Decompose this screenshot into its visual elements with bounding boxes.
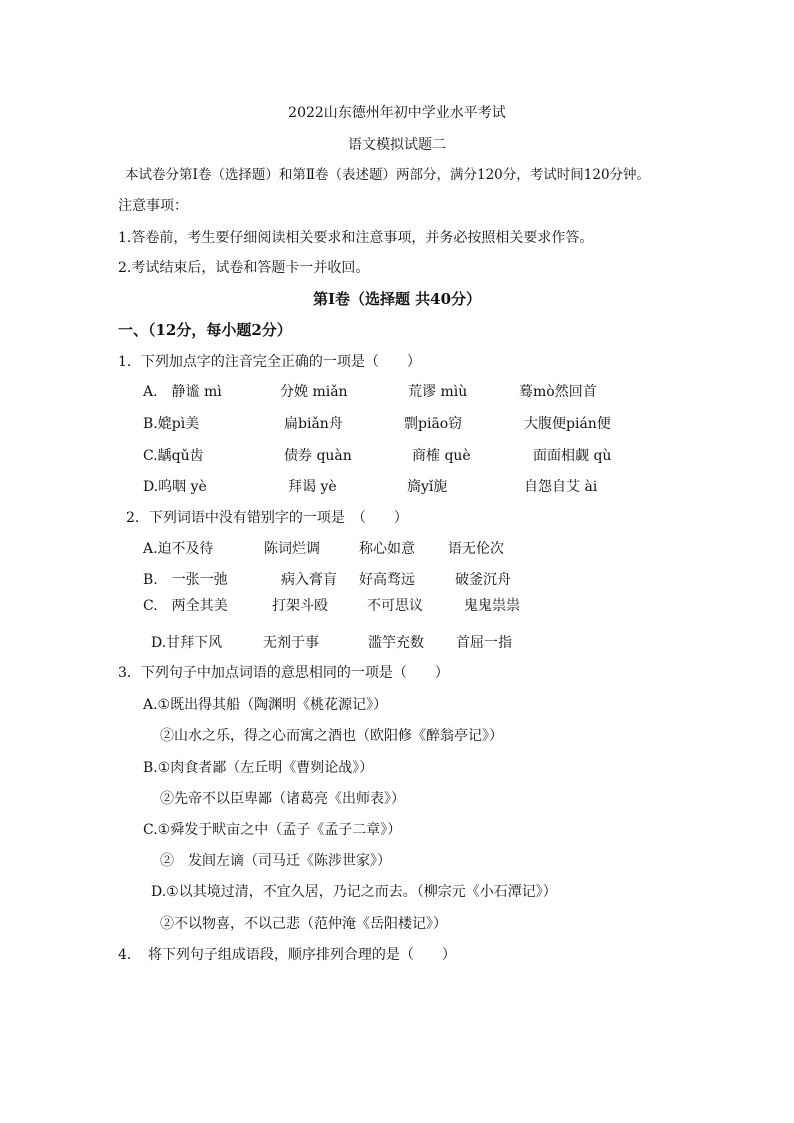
option-text: A.迫不及待 bbox=[143, 541, 214, 557]
question-4-stem: 4． 将下列句子组成语段，顺序排列合理的是（ ） bbox=[118, 947, 456, 963]
question-1-stem: 1．下列加点字的注音完全正确的一项是（ ） bbox=[118, 354, 421, 370]
option-text: 债券 quàn bbox=[284, 448, 352, 464]
option-text: 破釜沉舟 bbox=[455, 572, 511, 588]
option-text: 陈词烂调 bbox=[264, 541, 320, 557]
option-text: A. 静谧 mì bbox=[143, 384, 222, 400]
option-text: D.甘拜下风 bbox=[151, 635, 223, 651]
option-text: 剽piāo窃 bbox=[404, 416, 463, 432]
notes-heading: 注意事项： bbox=[118, 198, 188, 214]
option-text: B. 一张一弛 bbox=[143, 572, 228, 588]
option-text: 语无伦次 bbox=[448, 541, 504, 557]
option-text: 自怨自艾 ài bbox=[524, 479, 598, 495]
option-text: D.呜咽 yè bbox=[143, 479, 207, 495]
option-text: 称心如意 bbox=[359, 541, 415, 557]
option-text: C.①舜发于畎亩之中（孟子《孟子二章》） bbox=[143, 822, 402, 838]
exam-intro: 本试卷分第Ⅰ卷（选择题）和第Ⅱ卷（表述题）两部分，满分120分，考试时间120分钟。 bbox=[125, 167, 651, 183]
option-text: ② 发闾左谪（司马迁《陈涉世家》） bbox=[160, 853, 391, 869]
option-text: 病入膏肓 bbox=[281, 572, 337, 588]
option-text: 扁biǎn舟 bbox=[284, 416, 343, 432]
exam-subtitle: 语文模拟试题二 bbox=[348, 137, 446, 153]
option-text: 蓦mò然回首 bbox=[519, 384, 597, 400]
section-heading: 一、（12分，每小题2分） bbox=[118, 321, 292, 339]
option-text: 好高骛远 bbox=[359, 572, 415, 588]
option-text: B.媲pì美 bbox=[143, 416, 200, 432]
option-text: C.龋qǔ齿 bbox=[143, 448, 204, 464]
option-text: ②不以物喜，不以己悲（范仲淹《岳阳楼记》） bbox=[160, 916, 447, 932]
option-text: D.①以其境过清，不宜久居，乃记之而去。（柳宗元《小石潭记》） bbox=[151, 884, 557, 900]
option-text: 滥竽充数 bbox=[368, 635, 424, 651]
note-item: 1.答卷前，考生要仔细阅读相关要求和注意事项，并务必按照相关要求作答。 bbox=[118, 230, 594, 246]
option-text: 大腹便pián便 bbox=[524, 416, 611, 432]
option-text: 拜谒 yè bbox=[288, 479, 337, 495]
option-text: A.①既出得其船（陶渊明《桃花源记》） bbox=[143, 697, 388, 713]
option-text: 不可思议 bbox=[367, 598, 423, 614]
option-text: 商榷 què bbox=[412, 448, 471, 464]
option-text: ②先帝不以臣卑鄙（诸葛亮《出师表》） bbox=[160, 791, 405, 807]
option-text: ②山水之乐，得之心而寓之酒也（欧阳修《醉翁亭记》） bbox=[160, 728, 503, 744]
option-text: 打架斗殴 bbox=[272, 598, 328, 614]
option-text: 首屈一指 bbox=[456, 635, 512, 651]
question-2-stem: 2．下列词语中没有错别字的一项是 （ ） bbox=[126, 510, 408, 526]
option-text: 旖yǐ旎 bbox=[407, 479, 448, 495]
option-text: C. 两全其美 bbox=[143, 598, 228, 614]
option-text: B.①肉食者鄙（左丘明《曹刿论战》） bbox=[143, 760, 374, 776]
question-3-stem: 3．下列句子中加点词语的意思相同的一项是（ ） bbox=[118, 665, 449, 681]
option-text: 鬼鬼祟祟 bbox=[464, 598, 520, 614]
option-text: 面面相觑 qù bbox=[533, 448, 612, 464]
note-item: 2.考试结束后，试卷和答题卡一并收回。 bbox=[118, 260, 370, 276]
option-text: 分娩 miǎn bbox=[280, 384, 348, 400]
exam-title: 2022山东德州年初中学业水平考试 bbox=[288, 105, 506, 121]
part-heading: 第Ⅰ卷（选择题 共40分） bbox=[312, 290, 482, 308]
option-text: 无剂于事 bbox=[263, 635, 319, 651]
option-text: 荒谬 mìù bbox=[408, 384, 468, 400]
